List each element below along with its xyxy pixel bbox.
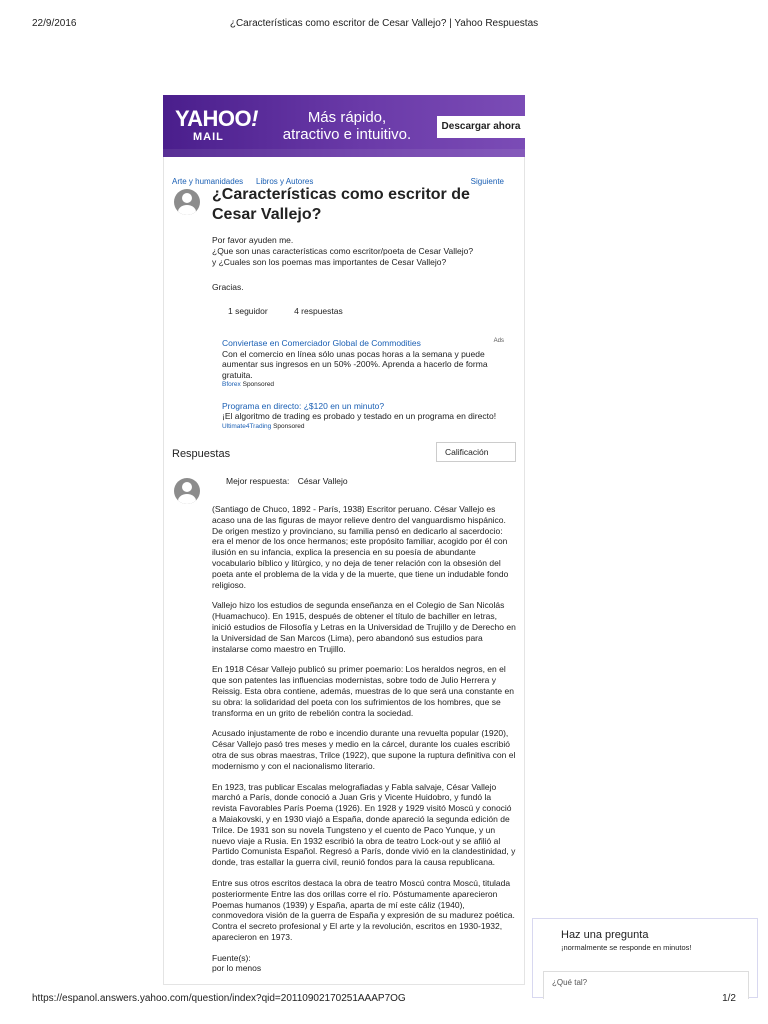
- sponsored-ads: [164, 338, 524, 432]
- sort-dropdown[interactable]: Calificación: [436, 442, 516, 462]
- question-title: ¿Características como escritor de Cesar Vallejo?: [212, 186, 470, 223]
- question: [164, 185, 524, 316]
- question-body: Por favor ayuden me. ¿Que son unas características como escritor/poeta de Cesar Vallejo? y ¿Cuales son los poemas mas importantes de Cesar Vallejo?: [212, 235, 474, 267]
- ask-question-input[interactable]: ¿Qué tal?: [543, 971, 749, 999]
- breadcrumb-arts-humanities[interactable]: Arte y humanidades: [172, 177, 244, 186]
- best-answer: [164, 476, 524, 974]
- next-question-link[interactable]: Siguiente: [470, 177, 504, 186]
- ad-meta: Ultimate4Trading Sponsored: [222, 422, 305, 430]
- followers-count[interactable]: 1 seguidor: [228, 306, 268, 316]
- yahoo-mail-banner[interactable]: [163, 95, 525, 157]
- ask-question-widget: [532, 918, 758, 998]
- ad-title[interactable]: Conviertase en Comerciador Global de Commodities: [222, 338, 421, 348]
- best-answer-author[interactable]: César Vallejo: [297, 476, 348, 486]
- answer-paragraph: Acusado injustamente de robo e incendio durante una revuelta popular (1920), César Vallejo pasó tres meses y medio en la cárcel, durante los cuales escribió otra de sus obras maestras, Trilce (1922), que supone la ruptura definitiva con el modernismo y con el nacionalismo literario.: [212, 728, 516, 771]
- best-answer-text: [212, 504, 516, 943]
- print-url: https://espanol.answers.yahoo.com/question/index?qid=20110902170251AAAP7OG: [32, 993, 406, 1004]
- print-date: 22/9/2016: [32, 18, 77, 29]
- answers-header: [164, 442, 524, 468]
- ask-question-title: Haz una pregunta: [561, 929, 649, 941]
- download-now-button[interactable]: Descargar ahora: [437, 116, 525, 138]
- answerer-avatar-icon[interactable]: [174, 478, 200, 504]
- ads-tag: Ads: [493, 338, 504, 344]
- question-thanks: Gracias.: [212, 282, 244, 292]
- answer-sources: [212, 953, 516, 974]
- breadcrumb: [164, 157, 524, 185]
- ad-item[interactable]: [222, 401, 508, 433]
- mail-label: MAIL: [193, 131, 224, 143]
- breadcrumb-books-authors[interactable]: Libros y Autores: [256, 177, 314, 186]
- ad-item[interactable]: [222, 338, 508, 391]
- yahoo-logo: YAHOO!: [175, 106, 258, 131]
- answer-paragraph: En 1918 César Vallejo publicó su primer poemario: Los heraldos negros, en el que son patentes las influencias modernistas, sobre todo de Julio Herrera y Reissig. Esta obra contiene, además, muestras de lo que será una constante en su obra: la solidaridad del poeta con los sufrimientos de los hombres, que se transforma en un grito de rebelión contra la sociedad.: [212, 664, 514, 718]
- best-answer-line: [212, 476, 516, 486]
- ad-title[interactable]: Programa en directo: ¿$120 en un minuto?: [222, 400, 385, 411]
- print-title: ¿Características como escritor de Cesar Vallejo? | Yahoo Respuestas: [229, 18, 539, 29]
- question-stats: [212, 306, 516, 316]
- banner-tagline: Más rápido, atractivo e intuitivo.: [282, 109, 412, 143]
- ad-description: Con el comercio en línea sólo unas pocas horas a la semana y puede aumentar sus ingresos en un 50% -200%. Aprenda a hacerlo de forma gratuita.: [222, 348, 488, 380]
- answer-paragraph: Entre sus otros escritos destaca la obra de teatro Moscú contra Moscú, titulada posteriormente Entre las dos orillas corre el río. Póstumamente aparecieron Poemas humanos (1939) y España, aparta de mí este cáliz (1940), conmovedora visión de la guerra de España y expresión de su madurez poética. Contra el secreto profesional y El arte y la revolución, escritos en 1930-1932, aparecieron en 1973.: [212, 877, 515, 942]
- sources-label: Fuente(s):: [212, 952, 251, 963]
- print-page-number: 1/2: [722, 993, 736, 1004]
- answers-label: Respuestas: [172, 448, 231, 460]
- answer-paragraph: Vallejo hizo los estudios de segunda enseñanza en el Colegio de San Nicolás (Huamachuco). En 1915, después de obtener el título de bachiller en letras, inició estudios de Filosofía y Letras en la Universidad de Trujillo y de Derecho en la Universidad de San Marcos (Lima), pero abandonó sus estudios para instalarse como maestro en Trujillo.: [212, 600, 516, 654]
- answers-count: 4 respuestas: [294, 306, 343, 316]
- best-answer-label: Mejor respuesta:: [226, 476, 290, 486]
- answer-paragraph: (Santiago de Chuco, 1892 - París, 1938) Escritor peruano. César Vallejo es acaso una de las figuras de mayor relieve dentro del vanguardismo hispánico. De origen mestizo y provinciano, su familia pensó en dedicarlo al sacerdocio: era el menor de los once hermanos; este propósito familiar, acogido por él con ilusión en su infancia, explica la presencia en su poesía de abundante vocabulario bíblico y litúrgico, y no deja de tener relación con la obsesión del poeta ante el problema de la vida y de la muerte, que tiene un indudable fondo religioso.: [212, 504, 509, 590]
- ad-description: ¡El algoritmo de trading es probado y testado en un programa en directo!: [222, 411, 497, 421]
- ad-meta: Bforex Sponsored: [222, 381, 275, 388]
- question-card: [163, 157, 525, 985]
- asker-avatar-icon[interactable]: [174, 189, 200, 215]
- ask-question-subtitle: ¡normalmente se responde en minutos!: [561, 943, 692, 952]
- answer-paragraph: En 1923, tras publicar Escalas melografiadas y Fabla salvaje, César Vallejo marchó a París, donde conoció a Juan Gris y Vicente Huidobro, y fundó la revista Favorables París Poema (1926). En 1928 y 1929 visitó Moscú y conoció a Maiakovski, y en 1930 viajó a España, donde apareció la segunda edición de Trilce. De 1931 son su novela Tungsteno y el cuento de Paco Yunque, y un nuevo viaje a Rusia. En 1932 escribió la obra de teatro Lock-out y se afilió al Partido Comunista Español. Regresó a París, donde vivió en la clandestinidad, y donde, tras estallar la guerra civil, reunió fondos para la causa republicana.: [212, 781, 516, 868]
- main-content: [163, 95, 525, 985]
- sources-text: por lo menos: [212, 963, 262, 974]
